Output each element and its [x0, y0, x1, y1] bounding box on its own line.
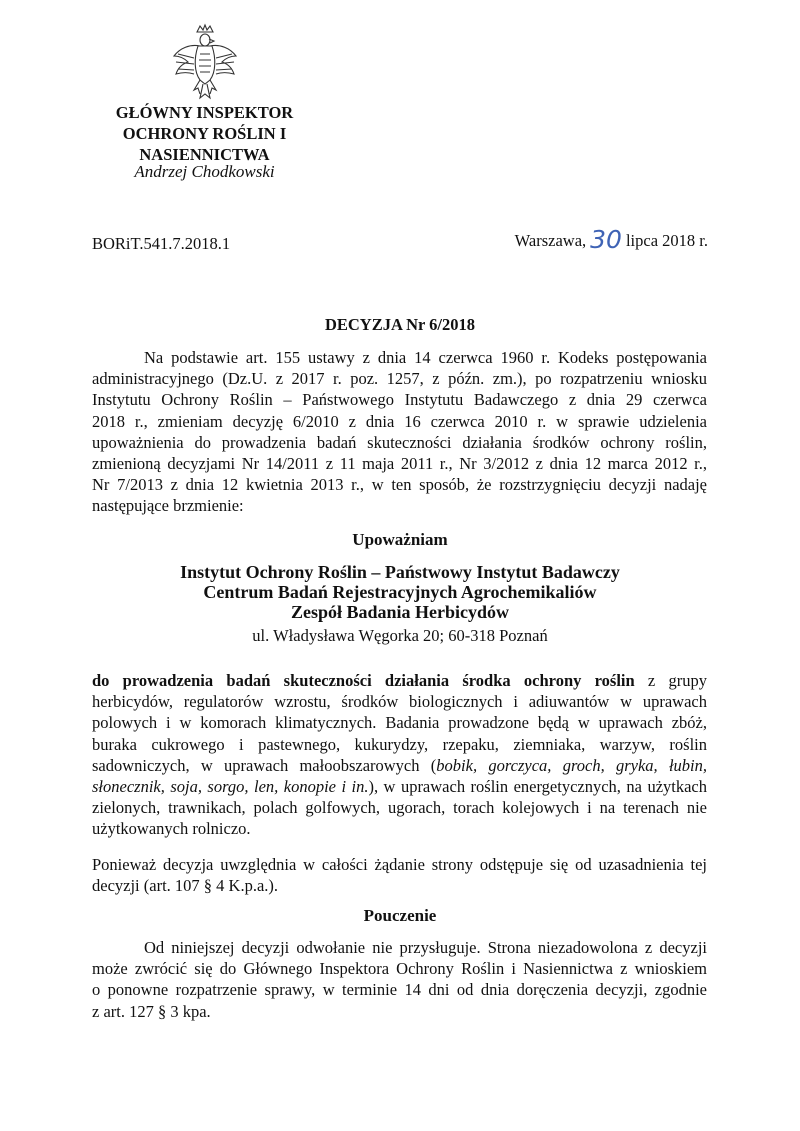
institute-address: ul. Władysława Węgorka 20; 60-318 Poznań — [252, 626, 548, 645]
institute-line-2: Centrum Badań Rejestracyjnych Agrochemikaliów — [203, 582, 597, 602]
p1-line: administracyjnego (Dz.U. z 2017 r. poz. 1257, z późn. zm.), po rozpatrzeniu wniosku — [92, 369, 707, 389]
p1-line: Nr 7/2013 z dnia 12 kwietnia 2013 r., w ten sposób, że rozstrzygnięciu decyzji nadaję — [92, 475, 707, 495]
paragraph-scope — [92, 670, 707, 840]
p1-line: Na podstawie art. 155 ustawy z dnia 14 czerwca 1960 r. Kodeks postępowania — [144, 348, 707, 367]
p1-line: 2018 r., zmieniam decyzję 6/2010 z dnia 16 czerwca 2010 r. w sprawie udzielenia — [92, 411, 707, 431]
place-date — [514, 225, 708, 254]
signer-name: Andrzej Chodkowski — [134, 162, 275, 181]
p1-line: upoważnienia do prowadzenia badań skuteczności działania środków ochrony roślin, — [92, 432, 707, 452]
reference-number: BORiT.541.7.2018.1 — [92, 234, 231, 253]
p4-line: może zwrócić się do Głównego Inspektora Ochrony Roślin i Nasiennictwa z wnioskiem — [92, 959, 707, 979]
p2-line: buraka cukrowego i pastewnego, kukurydzy, rzepaku, ziemniaka, warzyw, roślin — [92, 734, 707, 754]
p2-line — [92, 755, 707, 776]
p2-line: zielonych, trawnikach, polach golfowych, ugorach, torach kolejowych i na terenach nie — [92, 798, 707, 818]
institute-line-3: Zespół Badania Herbicydów — [290, 602, 510, 622]
issuer-line-1: GŁÓWNY INSPEKTOR — [115, 103, 294, 122]
issuer-line-2: OCHRONY ROŚLIN I NASIENNICTWA — [122, 124, 287, 164]
authorize-heading: Upoważniam — [352, 530, 448, 549]
instruction-heading: Pouczenie — [363, 906, 437, 925]
place-city: Warszawa, — [514, 231, 587, 250]
p2-line: polowych i w komorach klimatycznych. Badania prowadzone będą w uprawach zbóż, — [92, 713, 707, 733]
paragraph-instruction — [92, 937, 707, 1022]
p3-line: Ponieważ decyzja uwzględnia w całości żądanie strony odstępuje się od uzasadnienia tej — [92, 855, 707, 874]
p2-line — [92, 776, 707, 797]
p4-line: o ponowne rozpatrzenie sprawy, w terminie 14 dni od dnia doręczenia decyzji, zgodnie — [92, 980, 707, 1000]
p1-line: zmienioną decyzjami Nr 14/2011 z 11 maja 2011 r., Nr 3/2012 z dnia 12 marca 2012 r., — [92, 454, 707, 474]
p2-line: użytkowanych rolniczo. — [92, 819, 251, 839]
crops-suffix: ), w uprawach roślin energetycznych, na użytkach — [368, 777, 707, 797]
crops-prefix: sadowniczych, w uprawach małoobszarowych ( — [92, 755, 437, 775]
crops-italic-1: bobik, gorczyca, groch, gryka, łubin, — [436, 755, 707, 775]
p2-line: herbicydów, regulatorów wzrostu, środków biologicznych i adiuwantów w uprawach — [92, 692, 707, 712]
decision-title: DECYZJA Nr 6/2018 — [324, 315, 476, 334]
scope-rest: z grupy — [634, 671, 708, 690]
p2-line — [92, 670, 707, 691]
scope-bold: do prowadzenia badań skuteczności działania środka ochrony roślin — [92, 671, 635, 690]
p4-line: z art. 127 § 3 kpa. — [92, 1001, 211, 1021]
institute-line-1: Instytut Ochrony Roślin – Państwowy Instytut Badawczy — [180, 562, 620, 582]
p4-line: Od niniejszej decyzji odwołanie nie przysługuje. Strona niezadowolona z decyzji — [144, 938, 707, 957]
date-rest: lipca 2018 r. — [625, 231, 708, 250]
paragraph-legal-basis — [92, 347, 707, 517]
crops-italic-2: słonecznik, soja, sorgo, len, konopie i in. — [92, 777, 369, 797]
paragraph-justification — [92, 854, 707, 896]
institute-name — [0, 562, 800, 622]
p3-line: decyzji (art. 107 § 4 K.p.a.). — [92, 876, 279, 896]
p1-line: następujące brzmienie: — [92, 496, 244, 516]
polish-eagle-emblem-icon — [170, 22, 240, 102]
handwritten-day: 30 — [590, 225, 622, 254]
issuer-header — [72, 102, 337, 165]
p1-line: Instytutu Ochrony Roślin – Państwowego Instytutu Badawczego z dnia 29 czerwca — [92, 390, 707, 410]
